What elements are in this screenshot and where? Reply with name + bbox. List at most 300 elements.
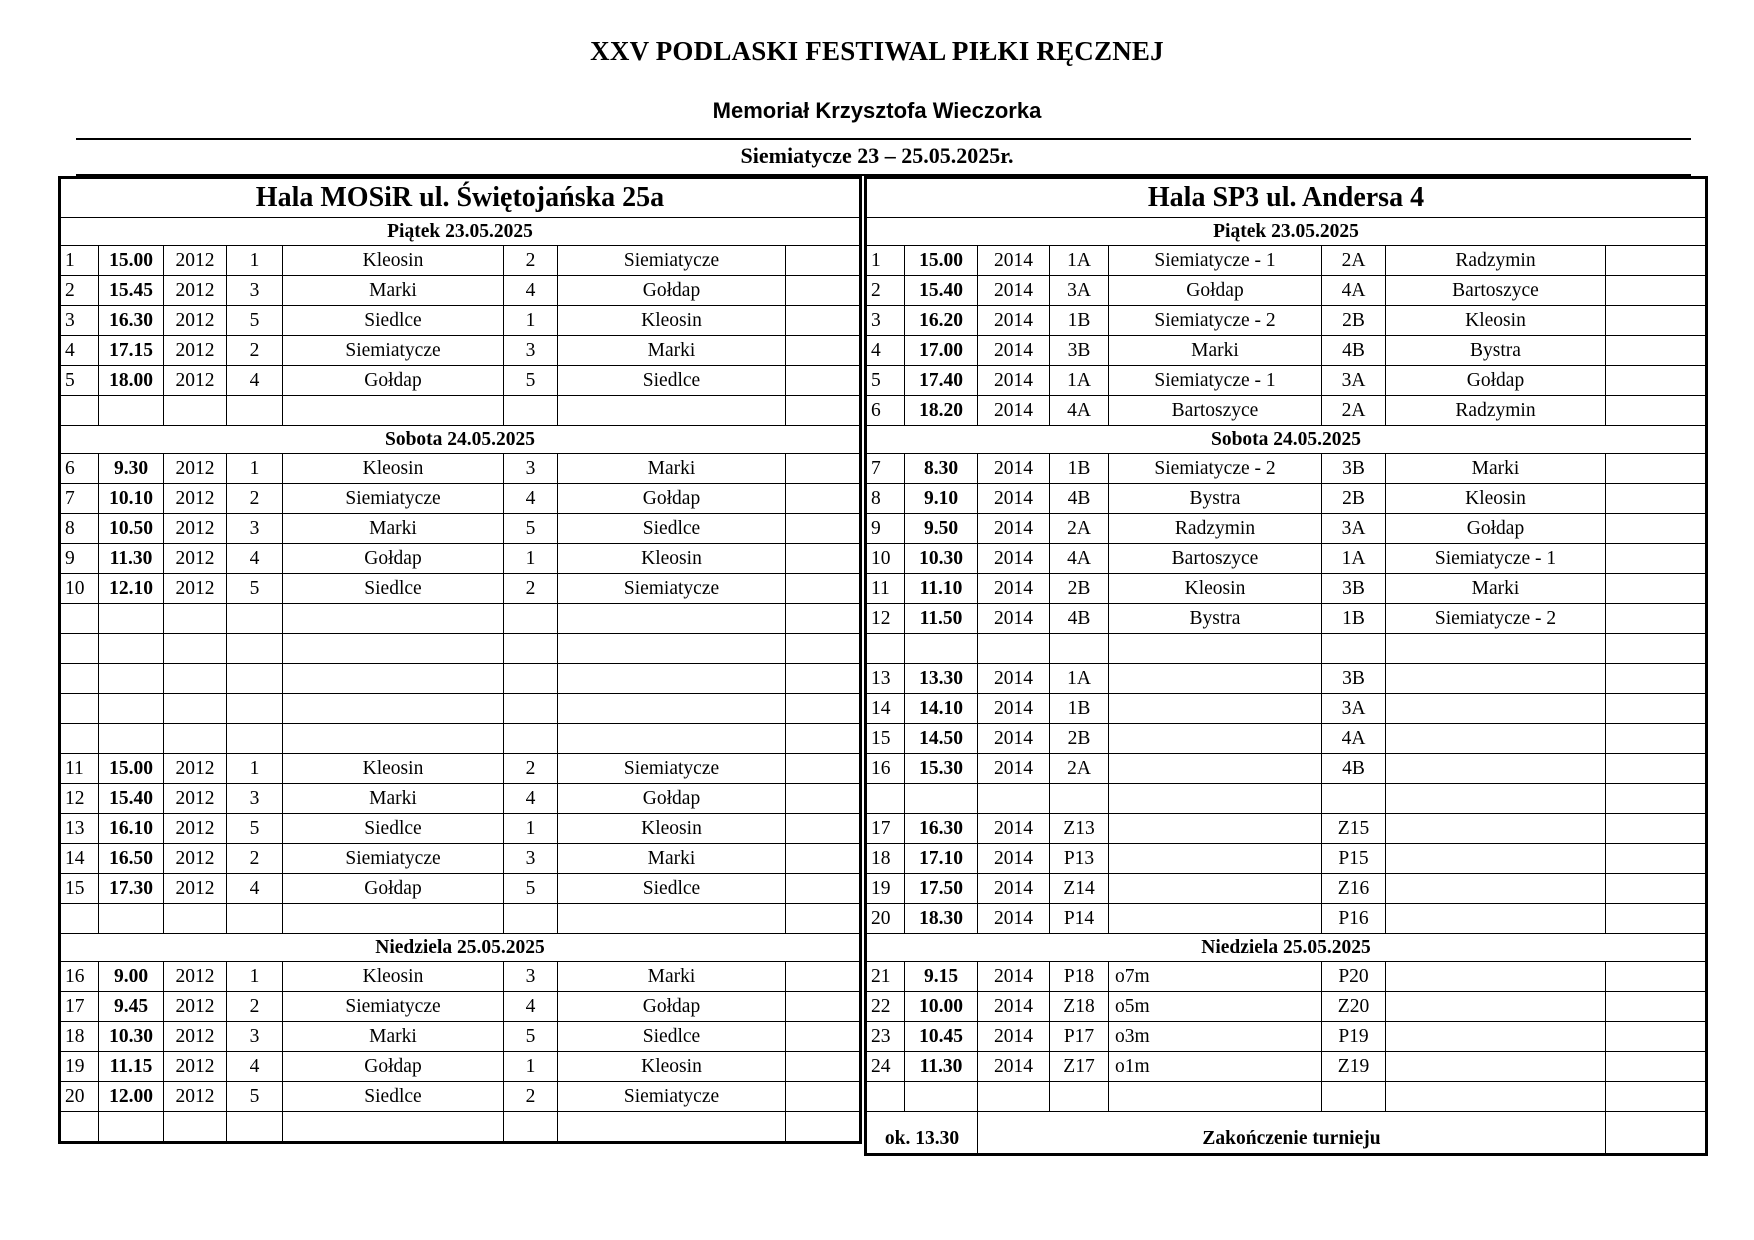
team-name-a: Gołdap (283, 366, 504, 396)
team-code-b: 1 (504, 544, 558, 574)
team-name-a: Siemiatycze (283, 336, 504, 366)
match-number: 12 (60, 784, 99, 814)
result (1606, 962, 1707, 992)
team-name-b: Bystra (1386, 336, 1606, 366)
team-name-a: Radzymin (1109, 514, 1322, 544)
team-name-a: Siedlce (283, 814, 504, 844)
day-label: Niedziela 25.05.2025 (60, 934, 861, 962)
team-code-a: P18 (1050, 962, 1109, 992)
birth-year: 2012 (164, 1052, 227, 1082)
team-name-b: Bartoszyce (1386, 276, 1606, 306)
match-time: 10.30 (905, 544, 978, 574)
match-number: 15 (60, 874, 99, 904)
team-name-a: Marki (283, 276, 504, 306)
match-time: 17.10 (905, 844, 978, 874)
birth-year: 2014 (978, 336, 1050, 366)
match-time (905, 634, 978, 664)
team-name-a: Marki (1109, 336, 1322, 366)
birth-year: 2012 (164, 962, 227, 992)
result (1606, 246, 1707, 276)
team-code-a: 1B (1050, 454, 1109, 484)
team-name-b (1386, 962, 1606, 992)
match-time: 17.00 (905, 336, 978, 366)
result (786, 754, 861, 784)
match-row (60, 514, 861, 544)
match-number: 1 (866, 246, 905, 276)
match-time: 17.50 (905, 874, 978, 904)
page-subtitle: Memoriał Krzysztofa Wieczorka (712, 98, 1042, 123)
team-code-a: Z17 (1050, 1052, 1109, 1082)
match-number (60, 396, 99, 426)
team-code-a: 2B (1050, 724, 1109, 754)
birth-year: 2012 (164, 246, 227, 276)
birth-year: 2014 (978, 514, 1050, 544)
match-row (866, 336, 1707, 366)
birth-year: 2014 (978, 962, 1050, 992)
match-row (60, 724, 861, 754)
match-row (60, 992, 861, 1022)
match-time: 18.00 (99, 366, 164, 396)
team-code-a: Z14 (1050, 874, 1109, 904)
result (1606, 634, 1707, 664)
match-time: 18.20 (905, 396, 978, 426)
team-code-b (504, 1112, 558, 1143)
team-name-b: Siemiatycze (558, 754, 786, 784)
team-name-a (1109, 814, 1322, 844)
team-code-b: 5 (504, 366, 558, 396)
team-code-b (1322, 784, 1386, 814)
birth-year: 2012 (164, 874, 227, 904)
team-name-a: Bystra (1109, 604, 1322, 634)
match-number: 7 (866, 454, 905, 484)
team-code-a (227, 904, 283, 934)
team-code-a: 1A (1050, 366, 1109, 396)
birth-year: 2012 (164, 1082, 227, 1112)
team-code-a (227, 724, 283, 754)
match-number: 9 (866, 514, 905, 544)
team-name-b: Kleosin (558, 306, 786, 336)
match-row (866, 246, 1707, 276)
match-number (60, 694, 99, 724)
match-row (60, 1052, 861, 1082)
team-name-b: Marki (558, 962, 786, 992)
match-number (866, 784, 905, 814)
team-code-b: 4B (1322, 754, 1386, 784)
result (1606, 992, 1707, 1022)
match-number: 19 (866, 874, 905, 904)
team-name-a (283, 724, 504, 754)
match-row (60, 454, 861, 484)
team-name-a: Siemiatycze (283, 992, 504, 1022)
result (786, 1052, 861, 1082)
result (786, 784, 861, 814)
result (1606, 396, 1707, 426)
result (786, 366, 861, 396)
result (786, 574, 861, 604)
birth-year: 2014 (978, 306, 1050, 336)
result (786, 336, 861, 366)
result (1606, 844, 1707, 874)
team-code-a (227, 664, 283, 694)
team-name-b (1386, 1052, 1606, 1082)
team-code-a: 3 (227, 784, 283, 814)
match-time: 15.00 (905, 246, 978, 276)
team-code-b: P16 (1322, 904, 1386, 934)
team-name-a: Gołdap (283, 544, 504, 574)
match-number: 11 (866, 574, 905, 604)
birth-year (164, 904, 227, 934)
match-time: 18.30 (905, 904, 978, 934)
result (786, 694, 861, 724)
team-code-a: 1 (227, 962, 283, 992)
team-code-b: 3A (1322, 694, 1386, 724)
match-row (60, 276, 861, 306)
result (786, 306, 861, 336)
team-name-b: Kleosin (558, 814, 786, 844)
hall-name: Hala SP3 ul. Andersa 4 (866, 178, 1707, 218)
match-row (60, 814, 861, 844)
birth-year: 2014 (978, 694, 1050, 724)
match-row (60, 694, 861, 724)
team-code-b: 3A (1322, 366, 1386, 396)
result (1606, 336, 1707, 366)
result (786, 874, 861, 904)
birth-year: 2014 (978, 724, 1050, 754)
match-time: 9.30 (99, 454, 164, 484)
match-time: 9.15 (905, 962, 978, 992)
match-number (60, 604, 99, 634)
team-name-b (1386, 694, 1606, 724)
match-number: 3 (60, 306, 99, 336)
team-name-b (1386, 992, 1606, 1022)
result (1606, 664, 1707, 694)
match-row (60, 844, 861, 874)
birth-year: 2012 (164, 514, 227, 544)
team-name-a (1109, 784, 1322, 814)
birth-year: 2012 (164, 276, 227, 306)
team-name-b: Siedlce (558, 1022, 786, 1052)
team-name-a: Siemiatycze (283, 844, 504, 874)
match-time (99, 904, 164, 934)
place-date: Siemiatycze 23 – 25.05.2025r. (740, 143, 1014, 168)
team-code-b (1322, 634, 1386, 664)
team-code-a: 4 (227, 366, 283, 396)
result (786, 904, 861, 934)
team-name-a (1109, 634, 1322, 664)
match-row (866, 634, 1707, 664)
result (1606, 694, 1707, 724)
team-code-b: 5 (504, 874, 558, 904)
match-time (99, 604, 164, 634)
day-label: Piątek 23.05.2025 (866, 218, 1707, 246)
team-name-a (1109, 1082, 1322, 1112)
divider-top (76, 138, 1691, 140)
birth-year: 2014 (978, 544, 1050, 574)
match-number: 4 (60, 336, 99, 366)
team-code-b: 4 (504, 484, 558, 514)
result (1606, 484, 1707, 514)
team-name-a: Bystra (1109, 484, 1322, 514)
team-name-b (1386, 784, 1606, 814)
team-code-b: 4A (1322, 724, 1386, 754)
match-number: 15 (866, 724, 905, 754)
team-code-a: 1 (227, 246, 283, 276)
match-number (866, 634, 905, 664)
result (1606, 366, 1707, 396)
match-number (60, 724, 99, 754)
team-code-a (227, 604, 283, 634)
match-number: 16 (60, 962, 99, 992)
team-name-a: Kleosin (283, 246, 504, 276)
match-number: 20 (866, 904, 905, 934)
team-code-b: 1B (1322, 604, 1386, 634)
team-code-a (1050, 784, 1109, 814)
match-number: 3 (866, 306, 905, 336)
team-code-a: 1B (1050, 306, 1109, 336)
birth-year: 2012 (164, 1022, 227, 1052)
team-name-a (283, 694, 504, 724)
match-row (866, 366, 1707, 396)
match-row (866, 454, 1707, 484)
result (1606, 724, 1707, 754)
result (1606, 814, 1707, 844)
match-time: 16.10 (99, 814, 164, 844)
hall-header-row (866, 178, 1707, 218)
match-row (866, 1082, 1707, 1112)
team-name-a (283, 634, 504, 664)
team-name-a: Marki (283, 1022, 504, 1052)
birth-year (164, 396, 227, 426)
team-code-b: 3 (504, 962, 558, 992)
team-name-a (283, 396, 504, 426)
team-code-a: 4A (1050, 396, 1109, 426)
team-name-b: Siedlce (558, 366, 786, 396)
match-row (60, 604, 861, 634)
result (1606, 1112, 1707, 1155)
team-code-a (1050, 1082, 1109, 1112)
result (1606, 904, 1707, 934)
team-name-b: Radzymin (1386, 246, 1606, 276)
team-name-b (558, 724, 786, 754)
team-code-b (1322, 1082, 1386, 1112)
match-row (60, 484, 861, 514)
match-time: 16.20 (905, 306, 978, 336)
team-name-b: Gołdap (558, 276, 786, 306)
result (786, 844, 861, 874)
team-code-a (227, 634, 283, 664)
match-number: 21 (866, 962, 905, 992)
result (1606, 874, 1707, 904)
team-code-b (504, 664, 558, 694)
team-code-a: 5 (227, 306, 283, 336)
team-name-b: Siemiatycze (558, 1082, 786, 1112)
team-code-b: Z20 (1322, 992, 1386, 1022)
team-name-b (558, 396, 786, 426)
team-code-b: 1A (1322, 544, 1386, 574)
match-number: 7 (60, 484, 99, 514)
match-row (866, 604, 1707, 634)
match-row (866, 574, 1707, 604)
result (1606, 514, 1707, 544)
team-code-b: P20 (1322, 962, 1386, 992)
team-code-a: 4A (1050, 544, 1109, 574)
team-code-a: 3B (1050, 336, 1109, 366)
team-name-b: Kleosin (558, 1052, 786, 1082)
team-code-b: 2 (504, 574, 558, 604)
team-name-a: Bartoszyce (1109, 396, 1322, 426)
team-code-a (227, 1112, 283, 1143)
team-code-a: 5 (227, 574, 283, 604)
birth-year: 2014 (978, 754, 1050, 784)
match-number: 5 (60, 366, 99, 396)
match-number: 16 (866, 754, 905, 784)
team-name-a: Gołdap (283, 1052, 504, 1082)
team-name-b: Siedlce (558, 514, 786, 544)
birth-year: 2012 (164, 366, 227, 396)
result (1606, 306, 1707, 336)
team-name-a: o1m (1109, 1052, 1322, 1082)
match-row (866, 814, 1707, 844)
match-number: 6 (866, 396, 905, 426)
team-name-b: Siemiatycze - 1 (1386, 544, 1606, 574)
team-code-b (504, 724, 558, 754)
match-row (60, 1082, 861, 1112)
team-name-b: Marki (558, 336, 786, 366)
match-time (99, 664, 164, 694)
team-name-a: o3m (1109, 1022, 1322, 1052)
birth-year (978, 634, 1050, 664)
match-time: 12.10 (99, 574, 164, 604)
match-time: 17.40 (905, 366, 978, 396)
match-number: 19 (60, 1052, 99, 1082)
team-name-b: Siemiatycze - 2 (1386, 604, 1606, 634)
match-time: 10.50 (99, 514, 164, 544)
team-name-b: Siedlce (558, 874, 786, 904)
match-row (60, 784, 861, 814)
match-number: 2 (60, 276, 99, 306)
birth-year: 2014 (978, 904, 1050, 934)
match-row (866, 484, 1707, 514)
match-number (60, 904, 99, 934)
birth-year: 2012 (164, 454, 227, 484)
team-code-a (1050, 634, 1109, 664)
birth-year (164, 634, 227, 664)
match-number: 23 (866, 1022, 905, 1052)
match-time: 15.00 (99, 754, 164, 784)
match-time: 11.10 (905, 574, 978, 604)
team-code-a: 2 (227, 992, 283, 1022)
match-row (866, 754, 1707, 784)
match-time (99, 634, 164, 664)
match-time: 10.30 (99, 1022, 164, 1052)
result (1606, 276, 1707, 306)
birth-year (164, 724, 227, 754)
match-row (60, 904, 861, 934)
team-code-b: 2A (1322, 246, 1386, 276)
result (1606, 754, 1707, 784)
match-row (866, 874, 1707, 904)
result (1606, 454, 1707, 484)
day-header-row (60, 426, 861, 454)
team-code-a: P13 (1050, 844, 1109, 874)
match-time (99, 694, 164, 724)
team-code-a: 4B (1050, 604, 1109, 634)
hall-header-row (60, 178, 861, 218)
result (1606, 1052, 1707, 1082)
day-label: Piątek 23.05.2025 (60, 218, 861, 246)
team-name-a (1109, 724, 1322, 754)
match-time: 9.10 (905, 484, 978, 514)
team-name-b (558, 694, 786, 724)
birth-year: 2014 (978, 366, 1050, 396)
team-name-b: Radzymin (1386, 396, 1606, 426)
team-code-a: 2 (227, 844, 283, 874)
team-code-a: 1 (227, 454, 283, 484)
match-time: 16.30 (905, 814, 978, 844)
team-code-b (504, 634, 558, 664)
team-code-b: 4B (1322, 336, 1386, 366)
team-code-b: Z19 (1322, 1052, 1386, 1082)
team-code-a: 2B (1050, 574, 1109, 604)
team-code-a: 4 (227, 544, 283, 574)
team-name-b (558, 1112, 786, 1143)
match-number: 6 (60, 454, 99, 484)
team-name-a: Kleosin (1109, 574, 1322, 604)
birth-year: 2014 (978, 396, 1050, 426)
match-number: 8 (866, 484, 905, 514)
team-name-b: Siemiatycze (558, 574, 786, 604)
team-name-a (1109, 754, 1322, 784)
match-number (866, 1082, 905, 1112)
birth-year: 2012 (164, 484, 227, 514)
match-row (866, 962, 1707, 992)
team-code-b: 3A (1322, 514, 1386, 544)
match-number: 5 (866, 366, 905, 396)
team-code-b: 3 (504, 454, 558, 484)
match-time (99, 396, 164, 426)
team-name-a: Siemiatycze (283, 484, 504, 514)
team-name-a: Gołdap (283, 874, 504, 904)
team-name-a: Siemiatycze - 2 (1109, 306, 1322, 336)
match-row (866, 694, 1707, 724)
birth-year: 2014 (978, 276, 1050, 306)
schedule-table-mosir (58, 176, 862, 1144)
match-row (866, 544, 1707, 574)
birth-year: 2012 (164, 844, 227, 874)
team-code-b (504, 904, 558, 934)
result (786, 484, 861, 514)
team-code-b: Z15 (1322, 814, 1386, 844)
team-name-a: Kleosin (283, 454, 504, 484)
team-name-a (1109, 694, 1322, 724)
team-code-a: 1B (1050, 694, 1109, 724)
match-number: 17 (866, 814, 905, 844)
match-number: 10 (60, 574, 99, 604)
team-code-a: 5 (227, 814, 283, 844)
page-title: XXV PODLASKI FESTIWAL PIŁKI RĘCZNEJ (590, 36, 1164, 66)
match-time: 11.30 (905, 1052, 978, 1082)
team-code-a: P17 (1050, 1022, 1109, 1052)
match-time (99, 1112, 164, 1143)
match-number: 13 (60, 814, 99, 844)
team-name-b: Siemiatycze (558, 246, 786, 276)
team-code-b (504, 694, 558, 724)
match-time: 10.10 (99, 484, 164, 514)
team-name-a (1109, 844, 1322, 874)
birth-year: 2014 (978, 664, 1050, 694)
match-time: 15.00 (99, 246, 164, 276)
match-time: 9.45 (99, 992, 164, 1022)
